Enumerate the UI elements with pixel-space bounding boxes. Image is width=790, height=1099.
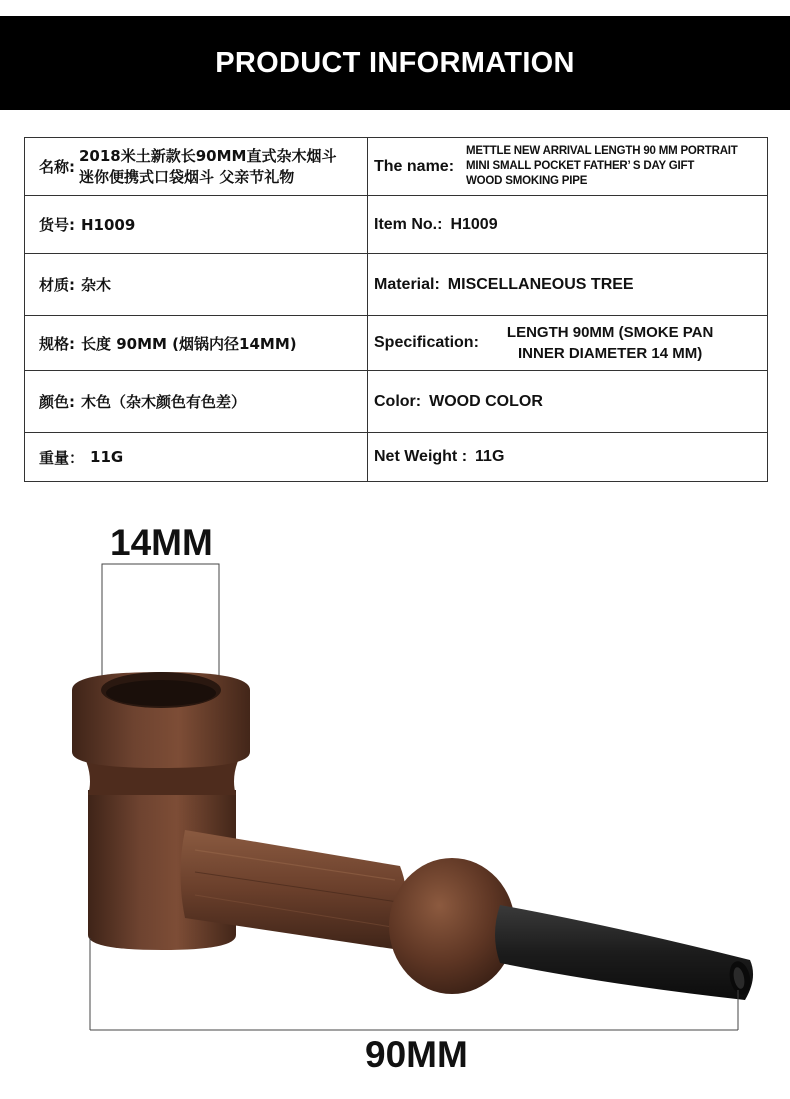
cn-cell-name [25,138,368,196]
en-label-spec: Specification: [374,334,479,351]
cn-cell-spec [25,316,368,371]
en-cell-material [368,254,768,316]
cn-value-name [79,146,336,188]
cn-cell-item [25,196,368,254]
cn-value-name-line2: 迷你便携式口袋烟斗 父亲节礼物 [79,167,295,186]
en-cell-color [368,371,768,433]
bowl-diameter-label: 14MM [110,522,213,563]
en-value-weight: 11G [475,448,505,465]
en-label-weight: Net Weight : [374,448,468,465]
cn-label-material: 材质: [39,276,75,294]
en-value-material: MISCELLANEOUS TREE [447,275,634,293]
header-bar [0,16,790,110]
pipe-product-image [0,480,790,1040]
cn-cell-weight [25,433,368,482]
page-title: PRODUCT INFORMATION [215,46,575,79]
cn-value-spec: 长度 90MM (烟锅内径14MM) [81,334,297,353]
en-value-spec [507,322,713,364]
en-value-color: WOOD COLOR [429,392,543,410]
table-row [25,433,768,482]
cn-cell-color [25,371,368,433]
cn-label-item: 货号: [39,216,75,234]
en-cell-spec [368,316,768,371]
cn-value-item: H1009 [81,215,136,234]
en-cell-weight [368,433,768,482]
cn-label-weight: 重量： [39,448,85,467]
cn-value-color: 木色（杂木颜色有色差） [81,393,247,411]
en-cell-item [368,196,768,254]
cn-label-color: 颜色: [39,393,75,411]
table-row [25,196,768,254]
en-label-material: Material: [374,275,440,293]
en-value-item: H1009 [450,215,498,233]
en-value-spec-line2: INNER DIAMETER 14 MM) [518,345,703,362]
en-label-item: Item No.: [374,215,443,233]
table-row [25,316,768,371]
pipe-stem [495,905,753,1000]
cn-value-name-line1: 2018米土新款长90MM直式杂木烟斗 [79,146,337,165]
en-value-name-line1: METTLE NEW ARRIVAL LENGTH 90 MM PORTRAIT [466,145,738,158]
cn-label-name: 名称: [39,158,75,176]
table-row [25,371,768,433]
cn-value-material: 杂木 [81,276,112,294]
en-value-name-line2: MINI SMALL POCKET FATHER’ S DAY GIFT [466,160,695,173]
product-spec-table [24,137,768,482]
cn-value-weight: 11G [90,448,124,466]
table-row [25,138,768,196]
table-row [25,254,768,316]
cn-cell-material [25,254,368,316]
en-label-name: The name: [374,157,455,175]
length-label: 90MM [365,1034,468,1075]
en-label-color: Color: [374,392,422,410]
en-value-spec-line1: LENGTH 90MM (SMOKE PAN [506,324,714,341]
en-value-name-line3: WOOD SMOKING PIPE [466,174,588,187]
en-cell-name [368,138,768,196]
bowl-dimension-box [102,564,219,688]
cn-label-spec: 规格: [39,334,75,353]
en-value-name [466,144,738,189]
